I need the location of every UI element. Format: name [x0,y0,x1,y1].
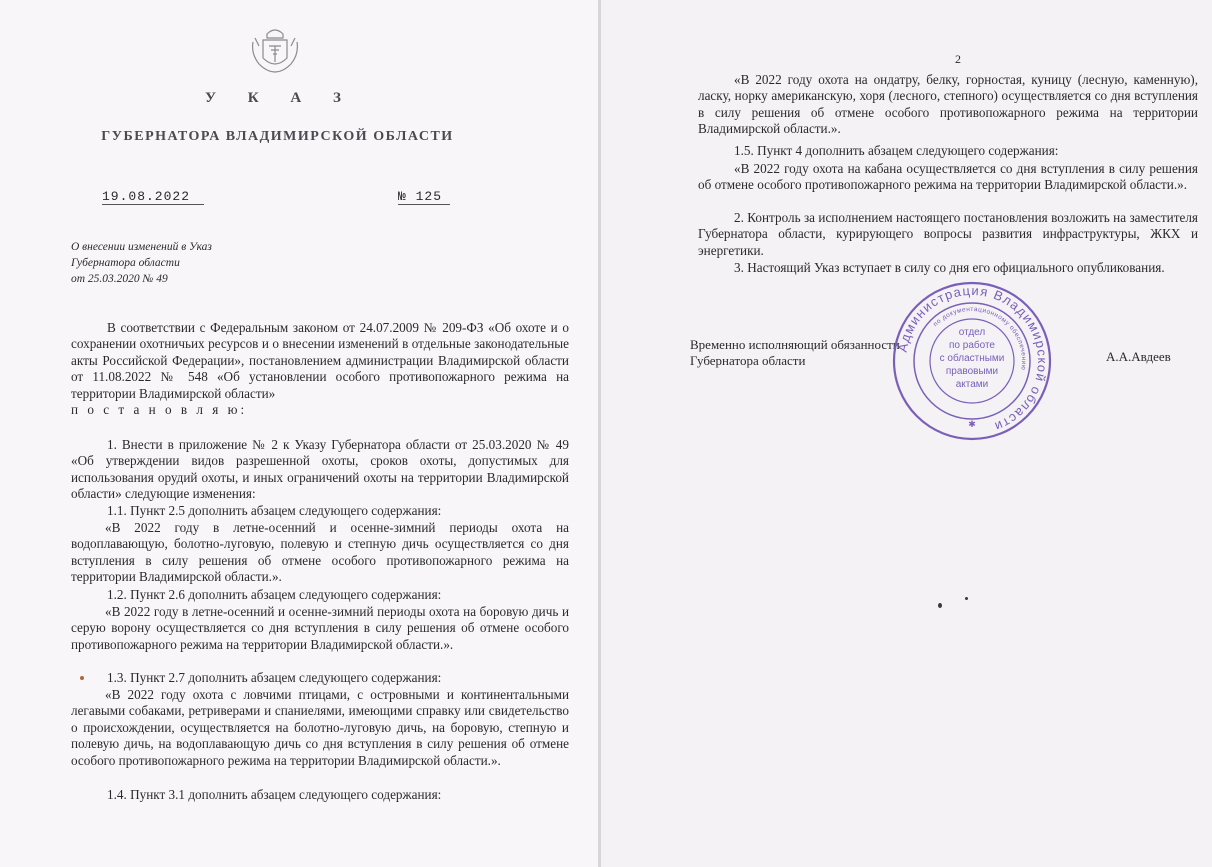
decree-date: 19.08.2022 [102,189,204,205]
stamp-inner-text: по документационному обеспечению [932,305,1028,371]
preamble: В соответствии с Федеральным законом от 24.07.2009 № 209-ФЗ «Об охоте и о сохранении охотничьих ресурсов и о внесении изменений в отдельные законодательные акты Российской Федерации», постановлением администрации Владимирской области от 11.08.2022 № 548 «Об установлении особого противопожарного режима на территории Владимирской области» [71,320,569,401]
item-1-3-text: «В 2022 году охота с ловчими птицами, с островными и континентальными легавыми собаками, ретриверами и спаниелями, имеющими справку или свидетельство о происхождении, осуществляется на болотно-луговую дичь, на боровую, степную и полевую дичь, на водоплавающую дичь со дня вступления в силу решения об отмене особого противопожарного режима на территории Владимирской области.». [71,687,569,768]
coat-of-arms-icon [247,24,303,76]
item-1-2-heading: 1.2. Пункт 2.6 дополнить абзацем следующего содержания: [107,587,442,602]
decree-title: У К А З [205,90,355,106]
stamp-line-4: правовыми [945,366,999,377]
item-3: 3. Настоящий Указ вступает в силу со дня его официального опубликования. [734,260,1165,275]
decree-issuer: ГУБЕРНАТОРА ВЛАДИМИРСКОЙ ОБЛАСТИ [101,129,454,144]
paper-speck [80,676,84,680]
stamp-star-icon: ✱ [968,419,976,429]
official-stamp [890,279,1054,443]
item-1-3-heading: 1.3. Пункт 2.7 дополнить абзацем следующего содержания: [107,670,442,685]
signature-name: А.А.Авдеев [1106,349,1171,364]
item-1-2-text: «В 2022 году в летне-осенний и осенне-зимний периоды охота на боровую дичь и серую ворону осуществляется со дня вступления в силу решения об отмене особого противопожарного режима на территории Владимирской области.». [71,604,569,652]
stamp-outer-text: Администрация Владимирской области [894,282,1051,435]
page-number: 2 [955,52,961,66]
decree-number: № 125 [398,189,450,205]
stamp-line-2: по работе [949,340,995,351]
item-1-1-text: «В 2022 году в летне-осенний и осенне-зимний периоды охота на водоплавающую, болотно-луговую, полевую и степную дичь осуществляется со дня вступления в силу решения об отмене особого противопожарного режима на территории Владимирской области.». [71,520,569,585]
stamp-line-1: отдел [958,327,986,338]
item-1: 1. Внести в приложение № 2 к Указу Губернатора области от 25.03.2020 № 49 «Об утверждении видов разрешенной охоты, сроков охоты, допустимых для использования орудий охоты, и иных ограничений охоты на территории Владимирской области» следующие изменения: [71,437,569,502]
stamp-line-3: с областными [939,353,1005,364]
item-1-1-heading: 1.1. Пункт 2.5 дополнить абзацем следующего содержания: [107,503,442,518]
item-1-5-heading: 1.5. Пункт 4 дополнить абзацем следующего содержания: [734,143,1059,158]
item-1-5-text: «В 2022 году охота на кабана осуществляется со дня вступления в силу решения об отмене особого противопожарного режима на территории Владимирской области.». [698,161,1198,193]
item-1-4-text: «В 2022 году охота на ондатру, белку, горностая, куницу (лесную, каменную), ласку, норку американскую, хоря (лесного, степного) осуществляется со дня вступления в силу решения об отмене особого противопожарного режима на территории Владимирской области.». [698,72,1198,137]
stamp-line-5: актами [955,379,989,390]
paper-speck [965,597,968,600]
item-1-4-heading: 1.4. Пункт 3.1 дополнить абзацем следующего содержания: [107,787,442,802]
paper-speck [938,603,942,608]
decree-subject: О внесении изменений в Указ Губернатора области от 25.03.2020 № 49 [71,241,212,285]
item-2: 2. Контроль за исполнением настоящего постановления возложить на заместителя Губернатора области, курирующего вопросы развития инфраструктуры, ЖКХ и энергетики. [698,210,1198,258]
decree-word: п о с т а н о в л я ю: [71,402,248,417]
signature-role: Временно исполняющий обязанности Губернатора области [690,337,900,368]
